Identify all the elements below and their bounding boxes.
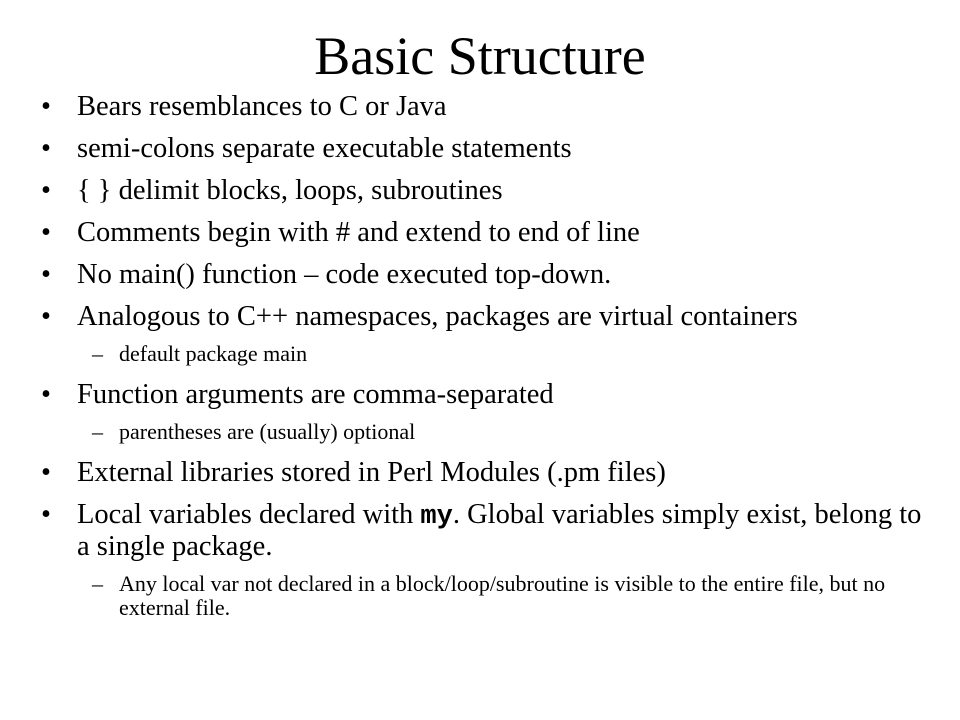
bullet-item — [40, 458, 930, 488]
bullet-icon: • — [41, 301, 51, 332]
code-keyword: my — [420, 502, 453, 532]
bullet-text: Function arguments are comma-separated — [77, 379, 554, 410]
bullet-text: External libraries stored in Perl Modules (.pm files) — [77, 457, 666, 488]
bullet-text: Analogous to C++ namespaces, packages are virtual containers — [77, 301, 798, 332]
bullet-text: semi-colons separate executable statements — [77, 133, 572, 164]
sub-bullet-text: default package main — [119, 341, 308, 366]
bullet-item — [40, 500, 930, 562]
bullet-item — [40, 302, 930, 332]
bullet-icon: • — [41, 91, 51, 122]
dash-icon: – — [92, 341, 103, 366]
dash-icon: – — [92, 419, 103, 444]
bullet-icon: • — [41, 217, 51, 248]
sub-bullet-text: parentheses are (usually) optional — [119, 419, 416, 444]
bullet-text: No main() function – code executed top-down. — [77, 259, 612, 290]
bullet-item — [40, 380, 930, 410]
slide-title: Basic Structure — [314, 26, 646, 86]
bullet-list — [40, 92, 930, 634]
dash-icon: – — [92, 571, 103, 596]
bullet-icon: • — [41, 457, 51, 488]
bullet-item — [40, 176, 930, 206]
bullet-item — [40, 218, 930, 248]
bullet-text-after: . Global variables simply exist, belong to a single package. — [77, 499, 922, 562]
bullet-icon: • — [41, 133, 51, 164]
sub-bullet-item — [40, 572, 930, 620]
sub-bullet-text: Any local var not declared in a block/loop/subroutine is visible to the entire file, but no external file. — [119, 571, 886, 620]
bullet-text-before: Local variables declared with — [77, 499, 421, 530]
bullet-icon: • — [41, 259, 51, 290]
sub-bullet-item — [40, 420, 930, 444]
bullet-text: Bears resemblances to C or Java — [77, 91, 447, 122]
bullet-item — [40, 134, 930, 164]
bullet-icon: • — [41, 499, 51, 530]
bullet-icon: • — [41, 379, 51, 410]
bullet-text: { } delimit blocks, loops, subroutines — [77, 175, 503, 206]
bullet-item — [40, 260, 930, 290]
bullet-text: Comments begin with # and extend to end of line — [77, 217, 640, 248]
bullet-item — [40, 92, 930, 122]
sub-bullet-item — [40, 342, 930, 366]
bullet-icon: • — [41, 175, 51, 206]
